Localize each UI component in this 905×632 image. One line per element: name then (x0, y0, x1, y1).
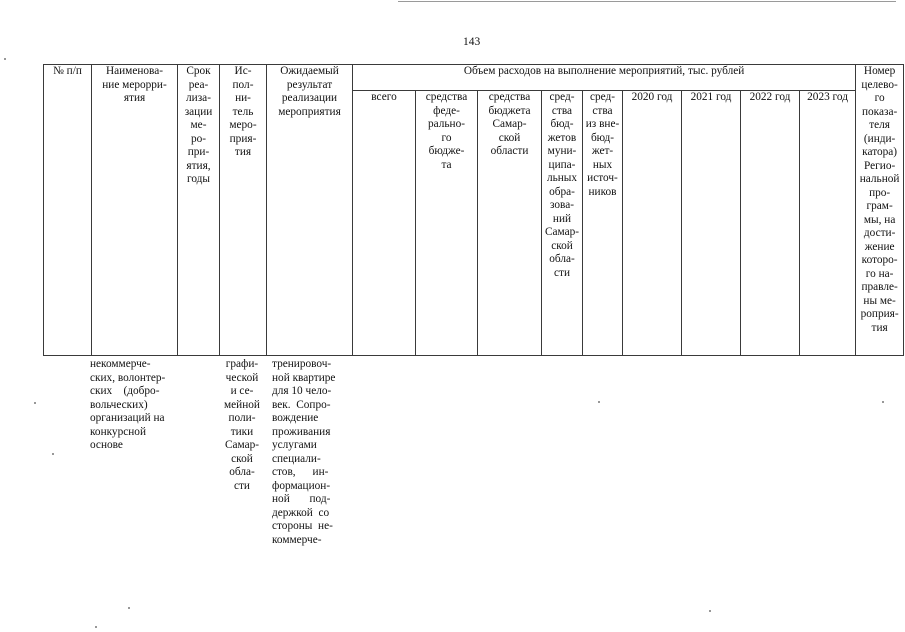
scan-speck (52, 453, 54, 455)
scan-speck (709, 610, 711, 612)
header-cell-name: Наименова- ние мероpри- ятия (92, 65, 178, 356)
subheader-total: всего (353, 91, 416, 356)
subheader-regional-budget: средства бюджета Самар- ской области (478, 91, 542, 356)
continuation-name: некоммерче- ских, волонтер- ских (добро- вольческих) организаций на конкурсной основе (90, 358, 166, 451)
header-cell-executor: Ис- пол- ни- тель меро- прия- тия (220, 65, 267, 356)
header-cell-expenses: Объем расходов на выполнение мероприятий, тыс. рублей (353, 65, 856, 91)
scan-speck (882, 401, 884, 403)
subheader-municipal-budget: сред- ства бюд- жетов муни- ципа- льных обра- зова- ний Самар- ской обла- сти (542, 91, 583, 356)
top-rule (398, 1, 896, 2)
subheader-year-2020: 2020 год (623, 91, 682, 356)
scan-speck (4, 58, 6, 60)
subheader-year-2021: 2021 год (682, 91, 741, 356)
header-cell-number: № п/п (44, 65, 92, 356)
subheader-federal-budget: средства феде- рально- го бюдже- та (416, 91, 478, 356)
scan-speck (34, 402, 36, 404)
continuation-result: тренировоч- ной квартире для 10 чело- век. Сопро- вождение проживания услугами специали- стов, ин- формацион- ной под- держкой со стороны не- коммерче- (272, 358, 336, 546)
header-cell-term: Срок реа- лиза- зации ме- ро- при- ятия, годы (178, 65, 220, 356)
scan-speck (128, 607, 130, 609)
subheader-year-2022: 2022 год (741, 91, 800, 356)
subheader-year-2023: 2023 год (800, 91, 856, 356)
page-number: 143 (463, 36, 481, 48)
expenses-table (43, 64, 904, 356)
subheader-extrabudgetary: сред- ства из вне- бюд- жет- ных источ- ников (583, 91, 623, 356)
continuation-executor: графи- ческой и се- мейной поли- тики Самар- ской обла- сти (224, 358, 260, 492)
header-cell-result: Ожидаемый результат реализации мероприятия (267, 65, 353, 356)
header-cell-indicator: Номер целево- го показа- теля (инди- катора) Регио- нальной про- грам- мы, на дости- жение которо- го на- правле- ны ме- роприя- тия (856, 65, 904, 356)
scan-speck (598, 401, 600, 403)
scan-speck (95, 626, 97, 628)
